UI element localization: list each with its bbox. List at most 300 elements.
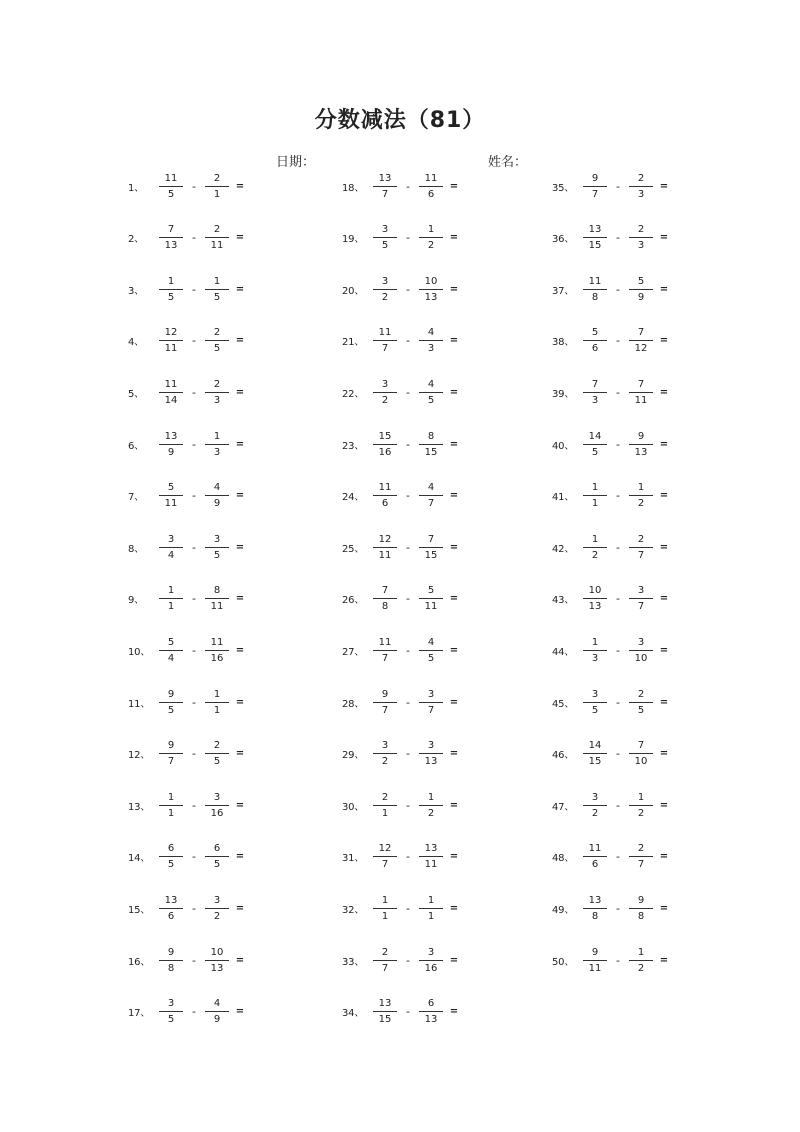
denominator: 1 — [381, 807, 389, 819]
minuend-fraction — [158, 791, 184, 820]
problem-number: 3、 — [128, 285, 144, 297]
subtrahend-fraction — [418, 842, 444, 871]
numerator: 9 — [591, 946, 599, 958]
problem-item — [552, 218, 752, 258]
fraction-bar — [205, 547, 229, 548]
problem-number: 9、 — [128, 595, 144, 607]
problem-number: 48、 — [552, 853, 575, 865]
fraction-bar — [583, 753, 607, 754]
problem-item — [128, 682, 328, 722]
denominator: 6 — [427, 188, 435, 200]
minuend-fraction — [372, 430, 398, 459]
denominator: 2 — [381, 756, 389, 768]
subtrahend-fraction — [204, 172, 230, 201]
denominator: 4 — [167, 549, 175, 561]
problem-item — [342, 321, 542, 361]
minuend-fraction — [372, 636, 398, 665]
equals-sign: = — [449, 799, 459, 811]
minuend-fraction — [158, 275, 184, 304]
subtrahend-fraction — [418, 378, 444, 407]
denominator: 7 — [381, 962, 389, 974]
minuend-fraction — [582, 533, 608, 562]
denominator: 16 — [378, 446, 392, 458]
denominator: 5 — [167, 704, 175, 716]
numerator: 1 — [591, 533, 599, 545]
equals-sign: = — [235, 902, 245, 914]
denominator: 8 — [167, 962, 175, 974]
problem-item — [552, 940, 752, 980]
numerator: 3 — [591, 791, 599, 803]
numerator: 1 — [427, 894, 435, 906]
numerator: 4 — [427, 327, 435, 339]
fraction-bar — [159, 856, 183, 857]
problem-item — [342, 218, 542, 258]
denominator: 7 — [591, 188, 599, 200]
problem-number: 49、 — [552, 904, 575, 916]
minus-sign: - — [192, 953, 196, 967]
denominator: 11 — [210, 240, 224, 252]
denominator: 2 — [381, 291, 389, 303]
fraction-bar — [373, 444, 397, 445]
fraction-bar — [205, 753, 229, 754]
numerator: 2 — [381, 946, 389, 958]
problem-item — [552, 166, 752, 206]
numerator: 2 — [213, 327, 221, 339]
equals-sign: = — [659, 644, 669, 656]
numerator: 3 — [427, 946, 435, 958]
equals-sign: = — [659, 799, 669, 811]
fraction-bar — [629, 392, 653, 393]
subtrahend-fraction — [204, 791, 230, 820]
subtrahend-fraction — [628, 946, 654, 975]
denominator: 2 — [591, 549, 599, 561]
numerator: 12 — [164, 327, 178, 339]
numerator: 7 — [381, 585, 389, 597]
fraction-bar — [205, 186, 229, 187]
problem-number: 27、 — [342, 646, 365, 658]
problem-number: 28、 — [342, 698, 365, 710]
minus-sign: - — [616, 798, 620, 812]
minus-sign: - — [616, 489, 620, 503]
fraction-bar — [583, 960, 607, 961]
numerator: 2 — [213, 740, 221, 752]
minus-sign: - — [406, 385, 410, 399]
subtrahend-fraction — [204, 842, 230, 871]
numerator: 3 — [381, 224, 389, 236]
problem-item — [552, 888, 752, 928]
minuend-fraction — [372, 688, 398, 717]
subtrahend-fraction — [418, 636, 444, 665]
denominator: 11 — [634, 394, 648, 406]
subtrahend-fraction — [628, 636, 654, 665]
denominator: 9 — [167, 446, 175, 458]
fraction-bar — [159, 805, 183, 806]
minus-sign: - — [616, 334, 620, 348]
numerator: 1 — [427, 224, 435, 236]
subtrahend-fraction — [418, 997, 444, 1026]
numerator: 10 — [424, 275, 438, 287]
numerator: 9 — [591, 172, 599, 184]
minus-sign: - — [192, 437, 196, 451]
minuend-fraction — [582, 688, 608, 717]
subtrahend-fraction — [418, 739, 444, 768]
fraction-bar — [205, 598, 229, 599]
numerator: 2 — [637, 533, 645, 545]
numerator: 6 — [427, 998, 435, 1010]
problem-number: 29、 — [342, 750, 365, 762]
problem-number: 30、 — [342, 801, 365, 813]
fraction-bar — [419, 237, 443, 238]
numerator: 6 — [167, 843, 175, 855]
minus-sign: - — [406, 747, 410, 761]
denominator: 2 — [637, 498, 645, 510]
denominator: 7 — [381, 859, 389, 871]
fraction-bar — [159, 1011, 183, 1012]
problem-item — [128, 321, 328, 361]
subtrahend-fraction — [628, 842, 654, 871]
numerator: 11 — [588, 275, 602, 287]
equals-sign: = — [659, 593, 669, 605]
subtrahend-fraction — [418, 223, 444, 252]
problem-item — [552, 785, 752, 825]
minuend-fraction — [372, 894, 398, 923]
problem-number: 50、 — [552, 956, 575, 968]
problem-item — [128, 785, 328, 825]
equals-sign: = — [449, 180, 459, 192]
fraction-bar — [159, 237, 183, 238]
fraction-bar — [629, 908, 653, 909]
fraction-bar — [419, 392, 443, 393]
problem-number: 1、 — [128, 182, 144, 194]
denominator: 12 — [634, 343, 648, 355]
fraction-bar — [629, 547, 653, 548]
numerator: 1 — [167, 275, 175, 287]
subtrahend-fraction — [204, 739, 230, 768]
numerator: 12 — [378, 843, 392, 855]
subtrahend-fraction — [204, 378, 230, 407]
fraction-bar — [373, 805, 397, 806]
fraction-bar — [419, 547, 443, 548]
minus-sign: - — [616, 231, 620, 245]
denominator: 5 — [213, 343, 221, 355]
fraction-bar — [419, 289, 443, 290]
minus-sign: - — [406, 437, 410, 451]
minus-sign: - — [406, 901, 410, 915]
equals-sign: = — [235, 696, 245, 708]
subtrahend-fraction — [418, 791, 444, 820]
problem-number: 10、 — [128, 646, 151, 658]
minus-sign: - — [192, 334, 196, 348]
numerator: 11 — [378, 636, 392, 648]
fraction-bar — [629, 702, 653, 703]
denominator: 2 — [591, 807, 599, 819]
denominator: 15 — [424, 549, 438, 561]
minuend-fraction — [372, 997, 398, 1026]
denominator: 5 — [591, 704, 599, 716]
problem-item — [128, 579, 328, 619]
numerator: 13 — [378, 172, 392, 184]
denominator: 5 — [637, 704, 645, 716]
problem-number: 5、 — [128, 388, 144, 400]
denominator: 11 — [378, 549, 392, 561]
problem-number: 39、 — [552, 388, 575, 400]
equals-sign: = — [235, 1006, 245, 1018]
denominator: 3 — [637, 240, 645, 252]
problem-item — [128, 888, 328, 928]
minuend-fraction — [158, 326, 184, 355]
denominator: 10 — [634, 756, 648, 768]
minus-sign: - — [406, 489, 410, 503]
problem-item — [128, 837, 328, 877]
denominator: 11 — [164, 498, 178, 510]
denominator: 9 — [637, 291, 645, 303]
denominator: 11 — [210, 601, 224, 613]
fraction-bar — [583, 856, 607, 857]
minuend-fraction — [158, 688, 184, 717]
problem-number: 19、 — [342, 234, 365, 246]
numerator: 13 — [588, 224, 602, 236]
problem-number: 38、 — [552, 337, 575, 349]
subtrahend-fraction — [204, 946, 230, 975]
denominator: 11 — [588, 962, 602, 974]
minuend-fraction — [158, 946, 184, 975]
problem-number: 42、 — [552, 543, 575, 555]
equals-sign: = — [235, 644, 245, 656]
denominator: 16 — [424, 962, 438, 974]
fraction-bar — [583, 547, 607, 548]
denominator: 13 — [588, 601, 602, 613]
numerator: 11 — [424, 172, 438, 184]
problem-number: 46、 — [552, 750, 575, 762]
fraction-bar — [373, 340, 397, 341]
denominator: 6 — [591, 343, 599, 355]
subtrahend-fraction — [418, 533, 444, 562]
minus-sign: - — [616, 695, 620, 709]
equals-sign: = — [449, 902, 459, 914]
fraction-bar — [583, 340, 607, 341]
denominator: 11 — [424, 859, 438, 871]
minuend-fraction — [582, 894, 608, 923]
denominator: 5 — [213, 549, 221, 561]
numerator: 10 — [210, 946, 224, 958]
numerator: 2 — [637, 843, 645, 855]
equals-sign: = — [449, 851, 459, 863]
fraction-bar — [205, 237, 229, 238]
problem-number: 7、 — [128, 492, 144, 504]
fraction-bar — [373, 495, 397, 496]
minuend-fraction — [582, 584, 608, 613]
denominator: 1 — [167, 807, 175, 819]
denominator: 3 — [637, 188, 645, 200]
minuend-fraction — [158, 636, 184, 665]
problem-item — [552, 527, 752, 567]
problem-item — [128, 269, 328, 309]
numerator: 11 — [164, 172, 178, 184]
problem-number: 12、 — [128, 750, 151, 762]
problem-number: 35、 — [552, 182, 575, 194]
numerator: 4 — [213, 482, 221, 494]
minus-sign: - — [192, 231, 196, 245]
denominator: 3 — [591, 652, 599, 664]
denominator: 5 — [213, 859, 221, 871]
subtrahend-fraction — [418, 481, 444, 510]
subtrahend-fraction — [628, 430, 654, 459]
denominator: 16 — [210, 652, 224, 664]
fraction-bar — [159, 960, 183, 961]
numerator: 9 — [167, 688, 175, 700]
denominator: 2 — [637, 962, 645, 974]
problem-item — [552, 372, 752, 412]
denominator: 7 — [427, 498, 435, 510]
problem-item — [342, 630, 542, 670]
fraction-bar — [419, 805, 443, 806]
denominator: 9 — [213, 498, 221, 510]
equals-sign: = — [659, 283, 669, 295]
denominator: 3 — [213, 394, 221, 406]
fraction-bar — [419, 444, 443, 445]
subtrahend-fraction — [628, 275, 654, 304]
problem-number: 34、 — [342, 1008, 365, 1020]
minus-sign: - — [616, 953, 620, 967]
fraction-bar — [205, 1011, 229, 1012]
numerator: 7 — [427, 533, 435, 545]
fraction-bar — [419, 856, 443, 857]
numerator: 2 — [213, 378, 221, 390]
equals-sign: = — [235, 335, 245, 347]
minus-sign: - — [616, 901, 620, 915]
problem-number: 40、 — [552, 440, 575, 452]
subtrahend-fraction — [628, 688, 654, 717]
equals-sign: = — [235, 851, 245, 863]
denominator: 3 — [427, 343, 435, 355]
minus-sign: - — [192, 179, 196, 193]
equals-sign: = — [659, 902, 669, 914]
minuend-fraction — [372, 275, 398, 304]
denominator: 3 — [213, 446, 221, 458]
numerator: 3 — [591, 688, 599, 700]
numerator: 9 — [637, 430, 645, 442]
minus-sign: - — [192, 540, 196, 554]
problem-number: 25、 — [342, 543, 365, 555]
minus-sign: - — [192, 695, 196, 709]
fraction-bar — [205, 444, 229, 445]
fraction-bar — [373, 237, 397, 238]
minuend-fraction — [158, 842, 184, 871]
problem-number: 20、 — [342, 285, 365, 297]
problem-number: 23、 — [342, 440, 365, 452]
denominator: 6 — [591, 859, 599, 871]
minuend-fraction — [582, 739, 608, 768]
problem-number: 6、 — [128, 440, 144, 452]
subtrahend-fraction — [204, 326, 230, 355]
problem-number: 26、 — [342, 595, 365, 607]
denominator: 7 — [637, 859, 645, 871]
numerator: 15 — [378, 430, 392, 442]
numerator: 14 — [588, 740, 602, 752]
numerator: 1 — [167, 791, 175, 803]
minus-sign: - — [406, 850, 410, 864]
problem-item — [342, 837, 542, 877]
subtrahend-fraction — [418, 172, 444, 201]
denominator: 5 — [213, 291, 221, 303]
numerator: 3 — [381, 740, 389, 752]
problem-item — [128, 424, 328, 464]
subtrahend-fraction — [628, 481, 654, 510]
denominator: 7 — [381, 704, 389, 716]
fraction-bar — [419, 753, 443, 754]
denominator: 8 — [591, 291, 599, 303]
equals-sign: = — [659, 386, 669, 398]
subtrahend-fraction — [418, 894, 444, 923]
denominator: 1 — [167, 601, 175, 613]
denominator: 14 — [164, 394, 178, 406]
equals-sign: = — [235, 954, 245, 966]
subtrahend-fraction — [204, 584, 230, 613]
fraction-bar — [373, 186, 397, 187]
denominator: 16 — [210, 807, 224, 819]
numerator: 3 — [381, 378, 389, 390]
problem-number: 15、 — [128, 904, 151, 916]
fraction-bar — [629, 495, 653, 496]
denominator: 7 — [381, 652, 389, 664]
fraction-bar — [583, 908, 607, 909]
fraction-bar — [583, 495, 607, 496]
problem-item — [128, 166, 328, 206]
denominator: 15 — [588, 240, 602, 252]
numerator: 11 — [378, 482, 392, 494]
denominator: 11 — [164, 343, 178, 355]
minuend-fraction — [372, 584, 398, 613]
equals-sign: = — [659, 954, 669, 966]
numerator: 8 — [213, 585, 221, 597]
equals-sign: = — [235, 593, 245, 605]
subtrahend-fraction — [628, 584, 654, 613]
equals-sign: = — [659, 180, 669, 192]
denominator: 5 — [381, 240, 389, 252]
minuend-fraction — [158, 223, 184, 252]
problem-item — [128, 476, 328, 516]
numerator: 1 — [381, 894, 389, 906]
minuend-fraction — [582, 223, 608, 252]
denominator: 9 — [213, 1014, 221, 1026]
numerator: 11 — [210, 636, 224, 648]
problem-number: 24、 — [342, 492, 365, 504]
equals-sign: = — [659, 232, 669, 244]
fraction-bar — [419, 495, 443, 496]
fraction-bar — [629, 598, 653, 599]
numerator: 5 — [167, 636, 175, 648]
fraction-bar — [159, 547, 183, 548]
subtrahend-fraction — [204, 894, 230, 923]
problem-number: 47、 — [552, 801, 575, 813]
fraction-bar — [629, 340, 653, 341]
fraction-bar — [629, 289, 653, 290]
minuend-fraction — [582, 275, 608, 304]
minus-sign: - — [406, 592, 410, 606]
problem-number: 4、 — [128, 337, 144, 349]
fraction-bar — [205, 340, 229, 341]
numerator: 1 — [637, 791, 645, 803]
numerator: 3 — [427, 740, 435, 752]
problem-item — [552, 269, 752, 309]
fraction-bar — [629, 237, 653, 238]
denominator: 13 — [210, 962, 224, 974]
numerator: 6 — [213, 843, 221, 855]
equals-sign: = — [235, 490, 245, 502]
problem-number: 32、 — [342, 904, 365, 916]
denominator: 7 — [637, 601, 645, 613]
subtrahend-fraction — [204, 223, 230, 252]
